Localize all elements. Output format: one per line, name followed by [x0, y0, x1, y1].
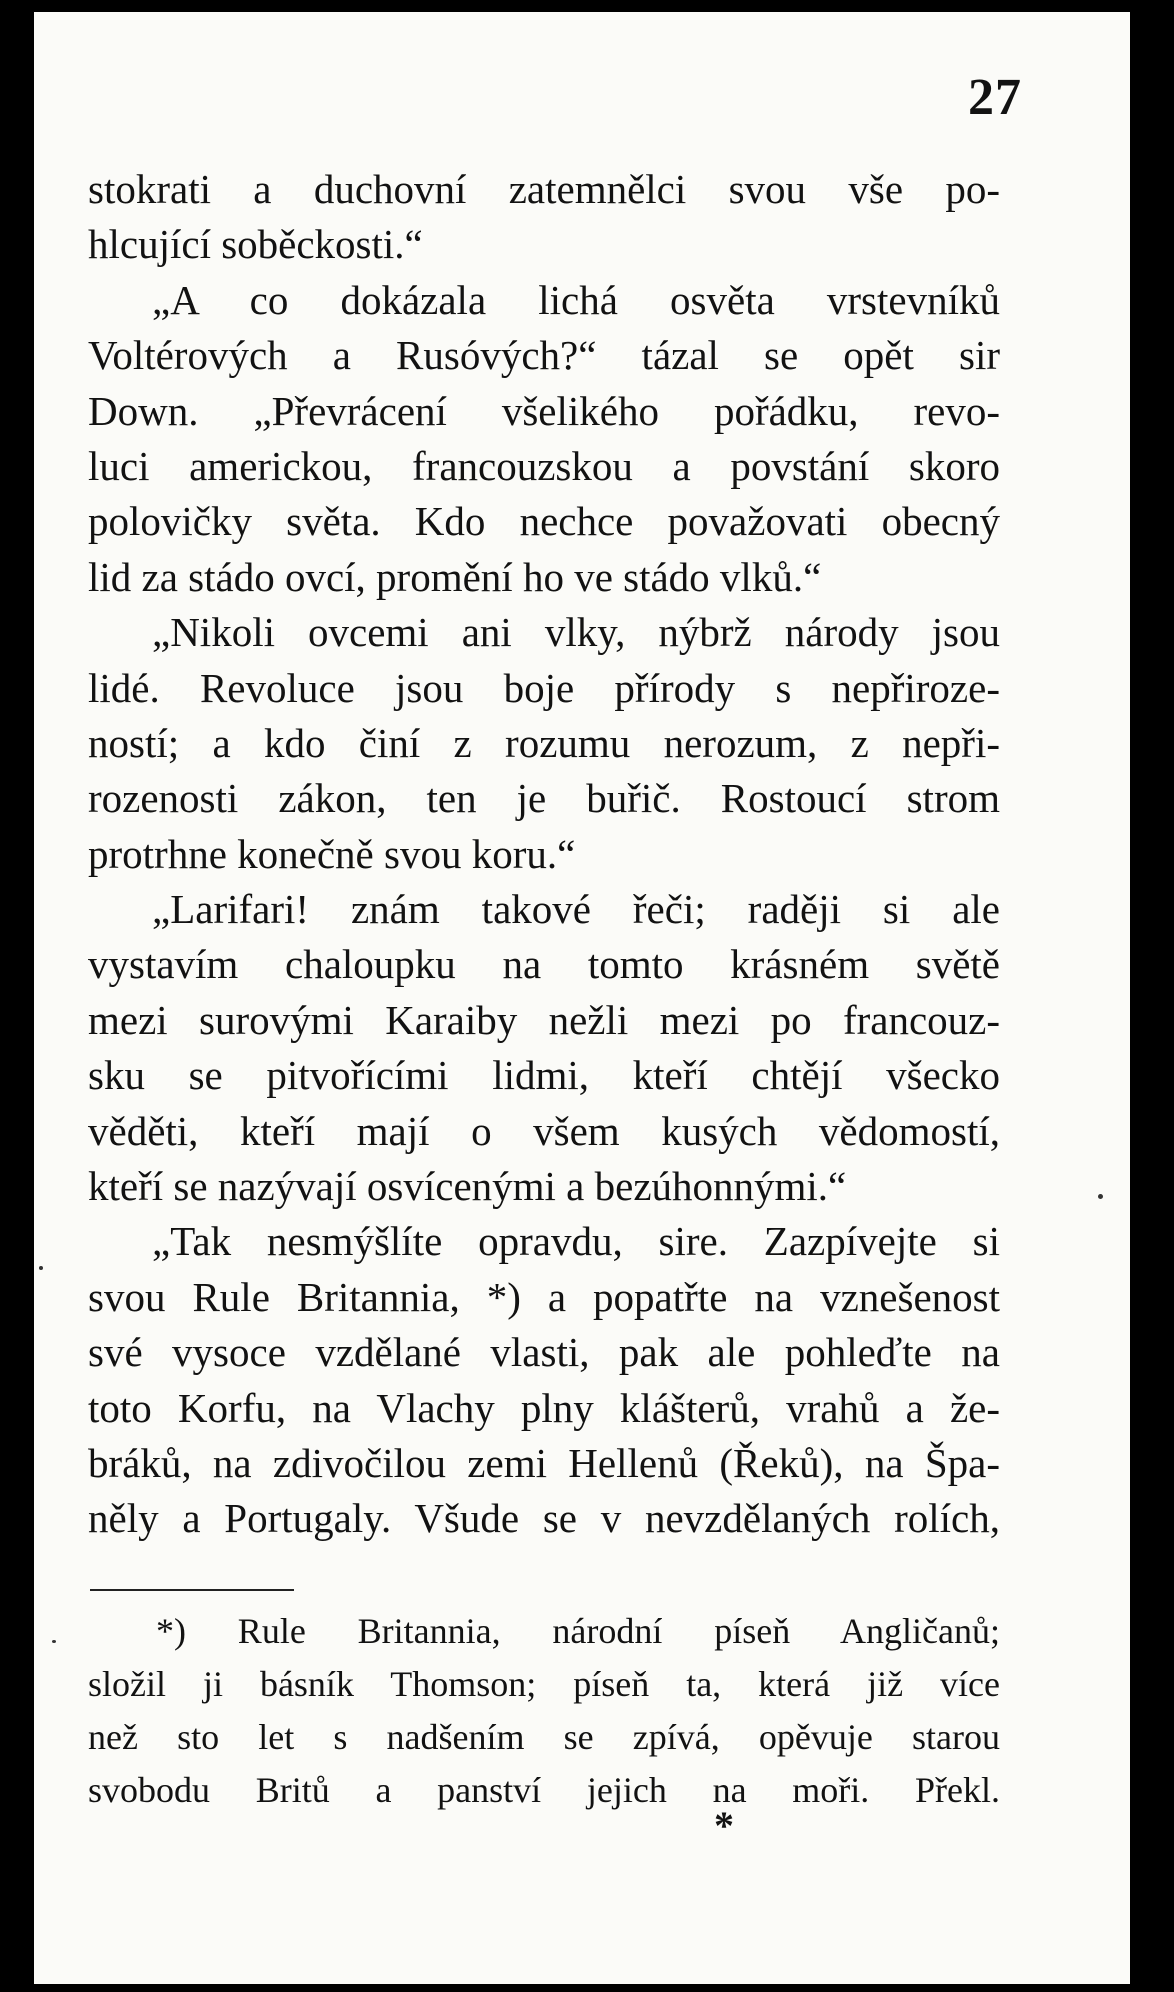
text-line: věděti, kteří mají o všem kusých vědomostí, [88, 1107, 1000, 1154]
text-line: něly a Portugaly. Všude se v nevzdělaných rolích, [88, 1495, 1000, 1542]
text-line: stokrati a duchovní zatemnělci svou vše po- [88, 166, 1000, 212]
footnote-line: než sto let s nadšením se zpívá, opěvuje starou [88, 1717, 1000, 1757]
text-line: toto Korfu, na Vlachy plny klášterů, vrahů a že- [88, 1384, 1000, 1431]
text-line: mezi surovými Karaiby nežli mezi po francouz- [88, 996, 1000, 1043]
book-page [34, 12, 1130, 1984]
text-line: Voltérových a Rusóvých?“ tázal se opět sir [88, 332, 1000, 379]
text-line: své vysoce vzdělané vlasti, pak ale pohleďte na [88, 1329, 1000, 1376]
text-line: luci americkou, francouzskou a povstání skoro [88, 442, 1000, 489]
text-line: rozenosti zákon, ten je buřič. Rostoucí strom [88, 775, 1000, 822]
print-speck [52, 1640, 56, 1643]
print-speck [1098, 1194, 1103, 1199]
body-text [88, 162, 1000, 1547]
footnote-line: svobodu Britů a panství jejich na moři. Překl. [88, 1770, 1000, 1810]
asterisk-ornament: * [714, 1803, 734, 1848]
text-line: ností; a kdo činí z rozumu nerozum, z nepři- [88, 719, 1000, 766]
text-line: „Nikoli ovcemi ani vlky, nýbrž národy jsou [152, 609, 1000, 656]
text-line: lid za stádo ovcí, promění ho ve stádo vlků.“ [88, 553, 822, 600]
page-number: 27 [968, 69, 1022, 126]
text-line: lidé. Revoluce jsou boje přírody s nepřiroze- [88, 664, 1000, 711]
footnote-divider [90, 1589, 294, 1591]
text-line: polovičky světa. Kdo nechce považovati obecný [88, 498, 1000, 545]
text-line: „Tak nesmýšlíte opravdu, sire. Zazpívejte si [152, 1218, 1000, 1265]
text-line: svou Rule Britannia, *) a popatřte na vznešenost [88, 1273, 1000, 1320]
footnote-line: složil ji básník Thomson; píseň ta, která již více [88, 1664, 1000, 1704]
text-line: sku se pitvořícími lidmi, kteří chtějí všecko [88, 1052, 1000, 1099]
text-line: „Larifari! znám takové řeči; raději si ale [152, 886, 1000, 933]
footnote-line: *) Rule Britannia, národní píseň Angličanů; [156, 1611, 1000, 1651]
print-speck [39, 1266, 43, 1270]
footnote [88, 1605, 1000, 1817]
text-line: kteří se nazývají osvícenými a bezúhonnými.“ [88, 1163, 847, 1210]
text-line: „A co dokázala lichá osvěta vrstevníků [152, 276, 1000, 323]
text-line: Down. „Převrácení všelikého pořádku, revo- [88, 387, 1000, 434]
text-line: bráků, na zdivočilou zemi Hellenů (Řeků), na Špa- [88, 1439, 1000, 1486]
text-line: vystavím chaloupku na tomto krásném světě [88, 941, 1000, 988]
text-line: hlcující soběckosti.“ [88, 221, 423, 268]
text-line: protrhne konečně svou koru.“ [88, 830, 576, 877]
